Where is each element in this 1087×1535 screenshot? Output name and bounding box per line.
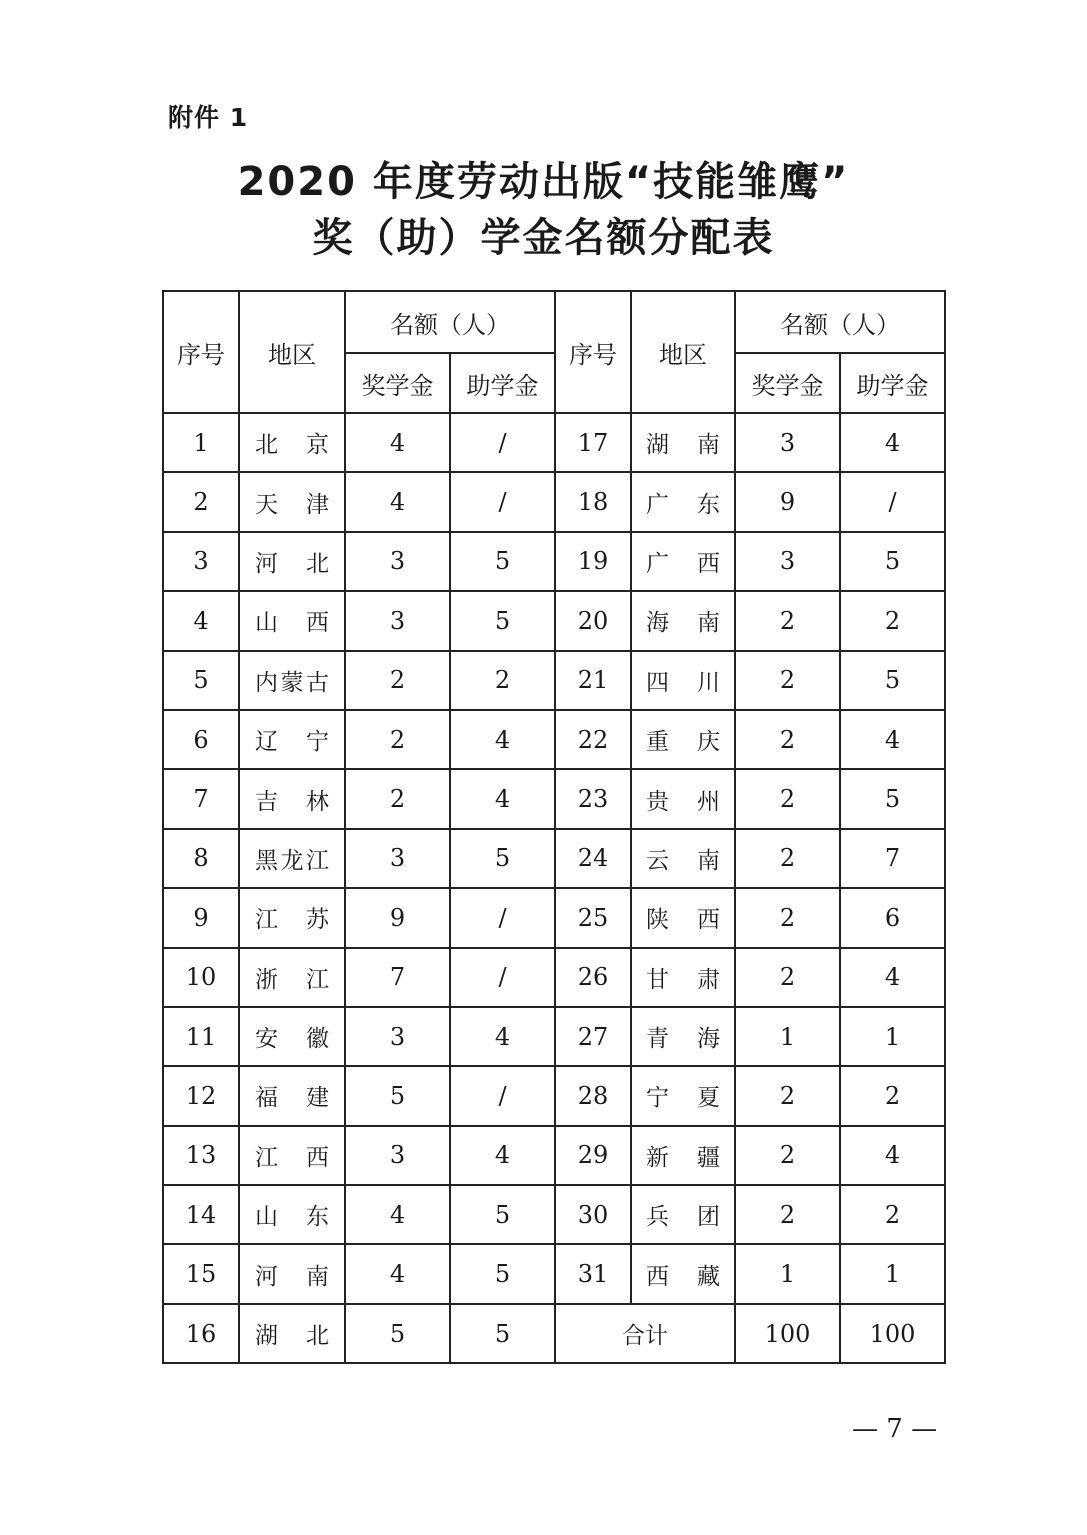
seq-cell: 29 bbox=[555, 1126, 631, 1185]
region-name: 内蒙古 bbox=[255, 669, 329, 696]
grant-cell: 4 bbox=[450, 1126, 555, 1185]
grant-cell: 4 bbox=[840, 1126, 945, 1185]
grant-cell: 4 bbox=[450, 1007, 555, 1066]
seq-cell: 15 bbox=[163, 1244, 239, 1303]
grant-cell: / bbox=[450, 413, 555, 472]
header-scholarship: 奖学金 bbox=[735, 353, 840, 413]
table-row bbox=[163, 1126, 945, 1185]
region-name: 宁夏 bbox=[646, 1085, 720, 1112]
seq-cell: 24 bbox=[555, 829, 631, 888]
grant-cell: 4 bbox=[450, 710, 555, 769]
grant-cell: / bbox=[450, 472, 555, 531]
region-name: 海南 bbox=[646, 610, 720, 637]
scholarship-cell: 4 bbox=[345, 1244, 450, 1303]
region-cell bbox=[631, 1007, 735, 1066]
seq-cell: 16 bbox=[163, 1304, 239, 1363]
seq-cell: 22 bbox=[555, 710, 631, 769]
scholarship-cell: 2 bbox=[345, 769, 450, 828]
grant-cell: 2 bbox=[840, 1185, 945, 1244]
region-cell bbox=[239, 1244, 345, 1303]
grant-cell: 4 bbox=[840, 710, 945, 769]
header-quota: 名额（人） bbox=[735, 291, 945, 353]
region-cell bbox=[239, 413, 345, 472]
scholarship-cell: 2 bbox=[735, 829, 840, 888]
region-name: 福建 bbox=[255, 1085, 329, 1112]
region-name: 四川 bbox=[646, 669, 720, 696]
scholarship-cell: 2 bbox=[735, 591, 840, 650]
region-cell bbox=[631, 1126, 735, 1185]
region-name: 西藏 bbox=[646, 1263, 720, 1290]
table-row bbox=[163, 829, 945, 888]
table-row bbox=[163, 1244, 945, 1303]
seq-cell: 5 bbox=[163, 651, 239, 710]
grant-cell: / bbox=[450, 888, 555, 947]
quota-table bbox=[162, 290, 946, 1364]
grant-cell: 5 bbox=[840, 651, 945, 710]
scholarship-cell: 100 bbox=[735, 1304, 840, 1363]
grant-cell: 5 bbox=[450, 1304, 555, 1363]
page-number: — 7 — bbox=[852, 1414, 938, 1444]
region-name: 河南 bbox=[255, 1263, 329, 1290]
seq-cell: 25 bbox=[555, 888, 631, 947]
region-cell bbox=[239, 472, 345, 531]
table-row bbox=[163, 651, 945, 710]
region-name: 湖南 bbox=[646, 432, 720, 459]
header-quota: 名额（人） bbox=[345, 291, 555, 353]
table-row bbox=[163, 591, 945, 650]
region-cell bbox=[631, 710, 735, 769]
region-name: 重庆 bbox=[646, 729, 720, 756]
seq-cell: 18 bbox=[555, 472, 631, 531]
grant-cell: / bbox=[840, 472, 945, 531]
region-name: 吉林 bbox=[255, 788, 329, 815]
seq-cell: 12 bbox=[163, 1066, 239, 1125]
region-cell bbox=[239, 651, 345, 710]
grant-cell: 7 bbox=[840, 829, 945, 888]
region-cell bbox=[239, 710, 345, 769]
header-grant: 助学金 bbox=[450, 353, 555, 413]
seq-cell: 23 bbox=[555, 769, 631, 828]
grant-cell: 1 bbox=[840, 1244, 945, 1303]
region-name: 湖北 bbox=[255, 1323, 329, 1350]
table-row bbox=[163, 1066, 945, 1125]
seq-cell: 26 bbox=[555, 948, 631, 1007]
scholarship-cell: 2 bbox=[345, 651, 450, 710]
scholarship-cell: 5 bbox=[345, 1066, 450, 1125]
table-row bbox=[163, 1304, 945, 1363]
region-name: 广西 bbox=[646, 550, 720, 577]
scholarship-cell: 3 bbox=[345, 532, 450, 591]
region-cell bbox=[631, 591, 735, 650]
grant-cell: 5 bbox=[450, 829, 555, 888]
attachment-label: 附件 1 bbox=[168, 103, 249, 132]
scholarship-cell: 9 bbox=[735, 472, 840, 531]
document-title-line1: 2020 年度劳动出版“技能雏鹰” bbox=[237, 159, 850, 205]
header-region: 地区 bbox=[239, 291, 345, 413]
scholarship-cell: 1 bbox=[735, 1244, 840, 1303]
scholarship-cell: 3 bbox=[735, 413, 840, 472]
grant-cell: 100 bbox=[840, 1304, 945, 1363]
seq-cell: 14 bbox=[163, 1185, 239, 1244]
seq-cell: 8 bbox=[163, 829, 239, 888]
document-title-line2: 奖（助）学金名额分配表 bbox=[312, 215, 775, 261]
table-header-row bbox=[163, 291, 945, 353]
region-cell bbox=[631, 888, 735, 947]
region-name: 河北 bbox=[255, 550, 329, 577]
scholarship-cell: 2 bbox=[735, 710, 840, 769]
grant-cell: 2 bbox=[450, 651, 555, 710]
total-label-cell: 合计 bbox=[555, 1304, 735, 1363]
region-cell bbox=[239, 1007, 345, 1066]
region-cell bbox=[631, 413, 735, 472]
region-cell bbox=[631, 829, 735, 888]
seq-cell: 1 bbox=[163, 413, 239, 472]
grant-cell: 5 bbox=[840, 769, 945, 828]
seq-cell: 28 bbox=[555, 1066, 631, 1125]
header-grant: 助学金 bbox=[840, 353, 945, 413]
region-cell bbox=[631, 948, 735, 1007]
region-cell bbox=[239, 1185, 345, 1244]
header-region: 地区 bbox=[631, 291, 735, 413]
grant-cell: 5 bbox=[450, 1185, 555, 1244]
region-name: 贵州 bbox=[646, 788, 720, 815]
table-row bbox=[163, 888, 945, 947]
scholarship-cell: 5 bbox=[345, 1304, 450, 1363]
grant-cell: 5 bbox=[450, 532, 555, 591]
region-cell bbox=[631, 651, 735, 710]
region-cell bbox=[239, 532, 345, 591]
region-cell bbox=[239, 1304, 345, 1363]
scholarship-cell: 2 bbox=[345, 710, 450, 769]
header-seq: 序号 bbox=[555, 291, 631, 413]
region-name: 山东 bbox=[255, 1204, 329, 1231]
seq-cell: 17 bbox=[555, 413, 631, 472]
table-row bbox=[163, 948, 945, 1007]
region-cell bbox=[631, 769, 735, 828]
seq-cell: 20 bbox=[555, 591, 631, 650]
region-cell bbox=[631, 1066, 735, 1125]
grant-cell: 6 bbox=[840, 888, 945, 947]
seq-cell: 7 bbox=[163, 769, 239, 828]
seq-cell: 13 bbox=[163, 1126, 239, 1185]
region-name: 江苏 bbox=[255, 907, 329, 934]
scholarship-cell: 2 bbox=[735, 1066, 840, 1125]
scholarship-cell: 3 bbox=[345, 1126, 450, 1185]
table-row bbox=[163, 532, 945, 591]
region-name: 黑龙江 bbox=[255, 847, 329, 874]
seq-cell: 3 bbox=[163, 532, 239, 591]
scholarship-cell: 7 bbox=[345, 948, 450, 1007]
region-name: 北京 bbox=[255, 432, 329, 459]
scholarship-cell: 4 bbox=[345, 472, 450, 531]
seq-cell: 21 bbox=[555, 651, 631, 710]
table-row bbox=[163, 710, 945, 769]
region-name: 新疆 bbox=[646, 1144, 720, 1171]
table-row bbox=[163, 1007, 945, 1066]
region-name: 青海 bbox=[646, 1026, 720, 1053]
grant-cell: 4 bbox=[840, 948, 945, 1007]
grant-cell: 2 bbox=[840, 1066, 945, 1125]
seq-cell: 4 bbox=[163, 591, 239, 650]
scholarship-cell: 3 bbox=[345, 829, 450, 888]
scholarship-cell: 2 bbox=[735, 1185, 840, 1244]
grant-cell: 4 bbox=[450, 769, 555, 828]
grant-cell: / bbox=[450, 948, 555, 1007]
grant-cell: 5 bbox=[450, 591, 555, 650]
region-name: 安徽 bbox=[255, 1026, 329, 1053]
grant-cell: 5 bbox=[450, 1244, 555, 1303]
seq-cell: 6 bbox=[163, 710, 239, 769]
seq-cell: 2 bbox=[163, 472, 239, 531]
scholarship-cell: 2 bbox=[735, 651, 840, 710]
region-cell bbox=[239, 769, 345, 828]
seq-cell: 30 bbox=[555, 1185, 631, 1244]
scholarship-cell: 2 bbox=[735, 948, 840, 1007]
region-name: 山西 bbox=[255, 610, 329, 637]
scholarship-cell: 2 bbox=[735, 1126, 840, 1185]
region-cell bbox=[239, 1066, 345, 1125]
scholarship-cell: 2 bbox=[735, 769, 840, 828]
scholarship-cell: 3 bbox=[345, 1007, 450, 1066]
table-row bbox=[163, 413, 945, 472]
region-name: 云南 bbox=[646, 847, 720, 874]
region-name: 辽宁 bbox=[255, 729, 329, 756]
seq-cell: 31 bbox=[555, 1244, 631, 1303]
region-cell bbox=[631, 472, 735, 531]
seq-cell: 27 bbox=[555, 1007, 631, 1066]
region-name: 甘肃 bbox=[646, 966, 720, 993]
table-row bbox=[163, 472, 945, 531]
region-cell bbox=[239, 948, 345, 1007]
seq-cell: 10 bbox=[163, 948, 239, 1007]
region-name: 浙江 bbox=[255, 966, 329, 993]
table-row bbox=[163, 769, 945, 828]
grant-cell: 2 bbox=[840, 591, 945, 650]
scholarship-cell: 3 bbox=[735, 532, 840, 591]
region-name: 江西 bbox=[255, 1144, 329, 1171]
seq-cell: 9 bbox=[163, 888, 239, 947]
scholarship-cell: 4 bbox=[345, 413, 450, 472]
header-seq: 序号 bbox=[163, 291, 239, 413]
grant-cell: / bbox=[450, 1066, 555, 1125]
grant-cell: 1 bbox=[840, 1007, 945, 1066]
seq-cell: 19 bbox=[555, 532, 631, 591]
region-name: 陕西 bbox=[646, 907, 720, 934]
scholarship-cell: 3 bbox=[345, 591, 450, 650]
seq-cell: 11 bbox=[163, 1007, 239, 1066]
region-cell bbox=[631, 532, 735, 591]
region-cell bbox=[239, 591, 345, 650]
region-name: 广东 bbox=[646, 491, 720, 518]
scholarship-cell: 2 bbox=[735, 888, 840, 947]
scholarship-cell: 9 bbox=[345, 888, 450, 947]
header-scholarship: 奖学金 bbox=[345, 353, 450, 413]
region-name: 天津 bbox=[255, 491, 329, 518]
region-cell bbox=[631, 1244, 735, 1303]
scholarship-cell: 1 bbox=[735, 1007, 840, 1066]
grant-cell: 5 bbox=[840, 532, 945, 591]
region-cell bbox=[239, 888, 345, 947]
table-row bbox=[163, 1185, 945, 1244]
region-cell bbox=[631, 1185, 735, 1244]
region-cell bbox=[239, 829, 345, 888]
grant-cell: 4 bbox=[840, 413, 945, 472]
region-name: 兵团 bbox=[646, 1204, 720, 1231]
scholarship-cell: 4 bbox=[345, 1185, 450, 1244]
region-cell bbox=[239, 1126, 345, 1185]
